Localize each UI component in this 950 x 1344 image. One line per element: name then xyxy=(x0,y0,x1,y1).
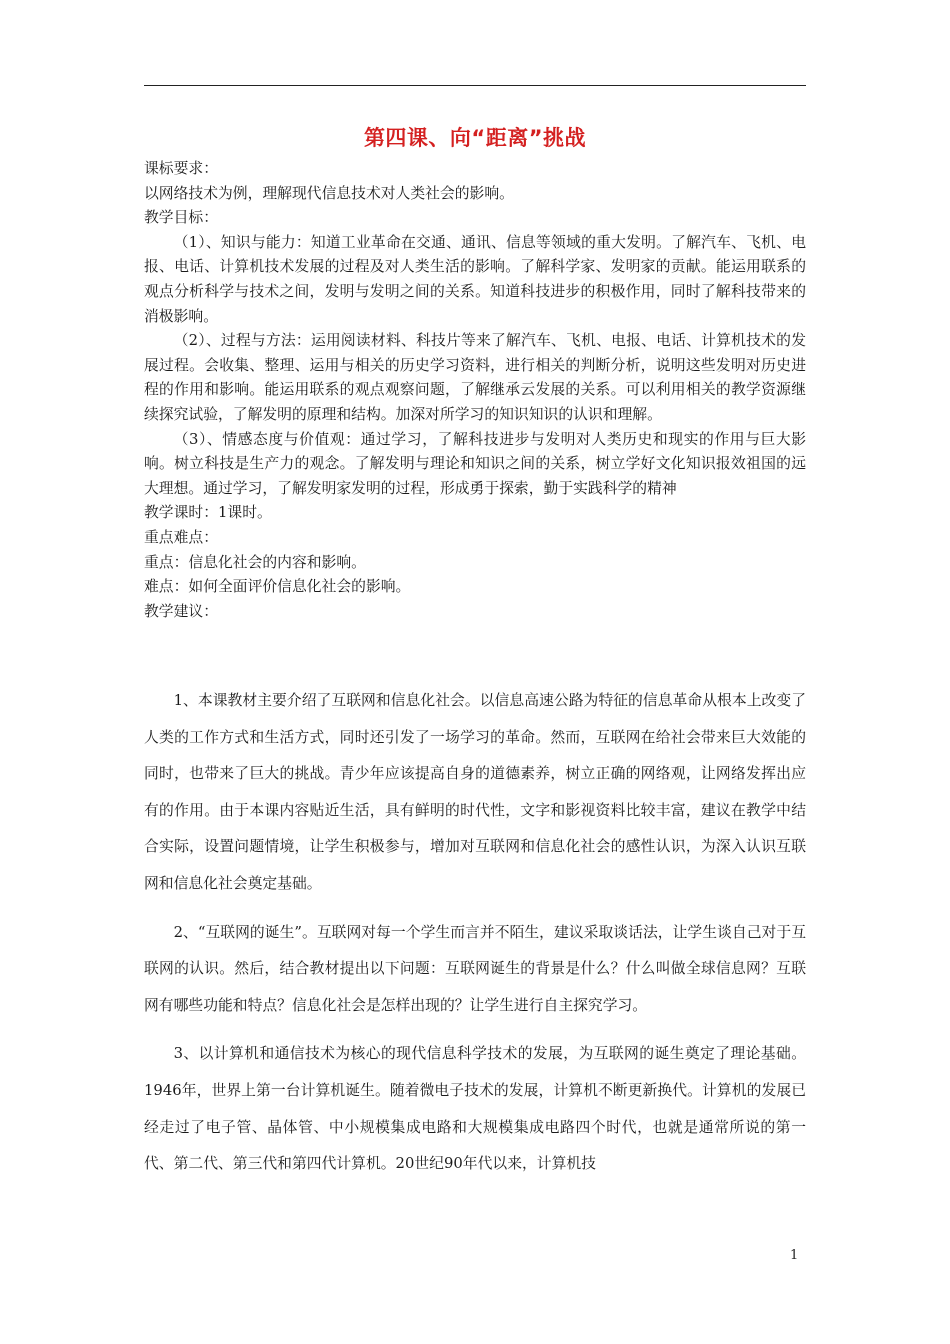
teaching-hours: 教学课时：1课时。 xyxy=(144,504,272,522)
goal-process: （2）、过程与方法：运用阅读材料、科技片等来了解汽车、飞机、电报、电话、计算机技术的发展过程。会收集、整理、运用与相关的历史学习资料，进行相关的判断分析，说明这些发明对历史进程的作用和影响。能运用联系的观点观察问题，了解继承云发展的关系。可以利用相关的教学资源继续探究试验，了解发明的原理和结构。加深对所学习的知识知识的认识和理解。 xyxy=(144,332,806,423)
header-rule xyxy=(144,85,806,86)
suggestion-2: 2、“互联网的诞生”。互联网对每一个学生而言并不陌生，建议采取谈话法，让学生谈自己对于互联网的认识。然后，结合教材提出以下问题：互联网诞生的背景是什么？什么叫做全球信息网？互联网有哪些功能和特点？信息化社会是怎样出现的？让学生进行自主探究学习。 xyxy=(144,923,806,1014)
suggestion-3: 3、以计算机和通信技术为核心的现代信息科学技术的发展，为互联网的诞生奠定了理论基础。1946年，世界上第一台计算机诞生。随着微电子技术的发展，计算机不断更新换代。计算机的发展已经走过了电子管、晶体管、中小规模集成电路和大规模集成电路四个时代，也就是通常所说的第一代、第二代、第三代和第四代计算机。20世纪90年代以来，计算机技 xyxy=(144,1045,806,1173)
key-difficult-label: 重点难点： xyxy=(144,528,218,546)
lesson-title: 第四课、向“距离”挑战 xyxy=(363,126,587,150)
difficult-point: 难点：如何全面评价信息化社会的影响。 xyxy=(144,578,411,596)
teaching-suggestions-label: 教学建议： xyxy=(144,602,218,620)
suggestion-1: 1、本课教材主要介绍了互联网和信息化社会。以信息高速公路为特征的信息革命从根本上改变了人类的工作方式和生活方式，同时还引发了一场学习的革命。然而，互联网在给社会带来巨大效能的同时，也带来了巨大的挑战。青少年应该提高自身的道德素养，树立正确的网络观，让网络发挥出应有的作用。由于本课内容贴近生活，具有鲜明的时代性，文字和影视资料比较丰富，建议在教学中结合实际，设置问题情境，让学生积极参与，增加对互联网和信息化社会的感性认识，为深入认识互联网和信息化社会奠定基础。 xyxy=(144,692,806,892)
goal-knowledge: （1）、知识与能力：知道工业革命在交通、通讯、信息等领域的重大发明。了解汽车、飞机、电报、电话、计算机技术发展的过程及对人类生活的影响。了解科学家、发明家的贡献。能运用联系的观点分析科学与技术之间，发明与发明之间的关系。知道科技进步的积极作用，同时了解科技带来的消极影响。 xyxy=(144,233,806,325)
curriculum-requirement-label: 课标要求： xyxy=(144,160,218,177)
goal-attitude: （3）、情感态度与价值观：通过学习，了解科技进步与发明对人类历史和现实的作用与巨大影响。树立科技是生产力的观念。了解发明与理论和知识之间的关系，树立学好文化知识报效祖国的远大理想。通过学习，了解发明家发明的过程，形成勇于探索，勤于实践科学的精神 xyxy=(144,430,806,497)
lesson-body xyxy=(144,157,806,624)
key-point: 重点：信息化社会的内容和影响。 xyxy=(144,553,366,571)
teaching-goals-label: 教学目标： xyxy=(144,209,218,227)
curriculum-requirement-text: 以网络技术为例，理解现代信息技术对人类社会的影响。 xyxy=(144,184,514,202)
page-number: 1 xyxy=(790,1248,799,1263)
teaching-suggestions xyxy=(144,683,806,1183)
